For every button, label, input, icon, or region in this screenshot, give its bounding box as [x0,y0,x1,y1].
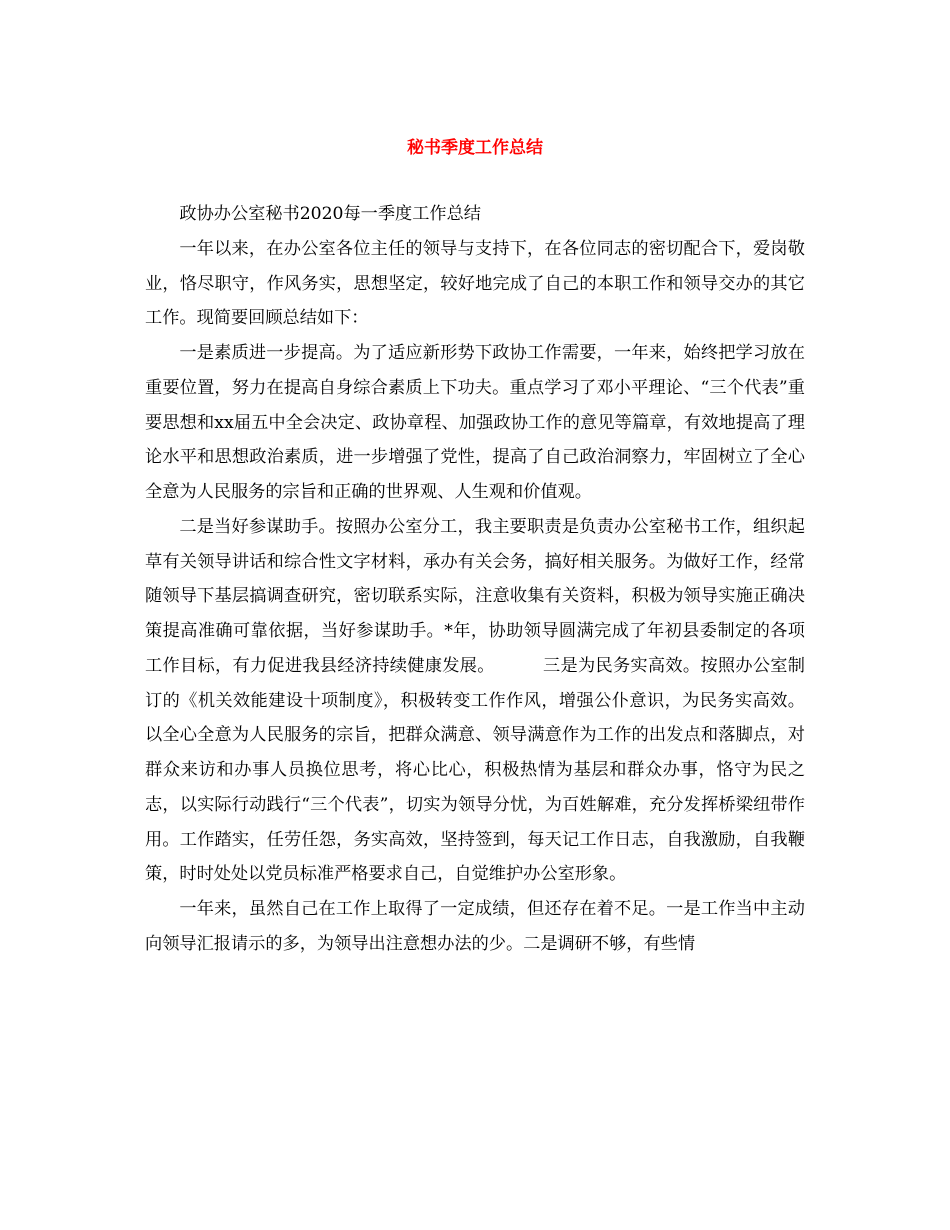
paragraph-service-text: 三是为民务实高效。按照办公室制订的《机关效能建设十项制度》，积极转变工作作风，增强公仆意识，为民务实高效。以全心全意为人民服务的宗旨，把群众满意、领导满意作为工作的出发点和落脚点，对群众来访和办事人员换位思考，将心比心，积极热情为基层和群众办事，恪守为民之志，以实际行动践行“三个代表”，切实为领导分忧，为百姓解难，充分发挥桥梁纽带作用。工作踏实，任劳任怨，务实高效，坚持签到，每天记工作日志，自我激励，自我鞭策，时时处处以党员标准严格要求自己，自觉维护办公室形象。 [145,655,805,885]
paragraph-assistant [145,510,805,892]
document-subtitle: 政协办公室秘书2020每一季度工作总结 [179,204,481,224]
paragraph-shortcomings: 一年来，虽然自己在工作上取得了一定成绩，但还存在着不足。一是工作当中主动向领导汇报请示的多，为领导出注意想办法的少。二是调研不够，有些情 [145,899,805,954]
paragraph-quality: 一是素质进一步提高。为了适应新形势下政协工作需要，一年来，始终把学习放在重要位置，努力在提高自身综合素质上下功夫。重点学习了邓小平理论、“三个代表”重要思想和xx届五中全会决定、政协章程、加强政协工作的意见等篇章，有效地提高了理论水平和思想政治素质，进一步增强了党性，提高了自己政治洞察力，牢固树立了全心全意为人民服务的宗旨和正确的世界观、人生观和价值观。 [145,343,805,502]
paragraph-intro: 一年以来，在办公室各位主任的领导与支持下，在各位同志的密切配合下，爱岗敬业，恪尽职守，作风务实，思想坚定，较好地完成了自己的本职工作和领导交办的其它工作。现简要回顾总结如下： [145,238,805,329]
document-title: 秘书季度工作总结 [407,138,543,158]
document-body [145,197,805,962]
paragraph-assistant-text: 二是当好参谋助手。按照办公室分工，我主要职责是负责办公室秘书工作，组织起草有关领导讲话和综合性文字材料，承办有关会务，搞好相关服务。为做好工作，经常随领导下基层搞调查研究，密切联系实际，注意收集有关资料，积极为领导实施正确决策提高准确可靠依据，当好参谋助手。*年，协助领导圆满完成了年初县委制定的各项工作目标，有力促进我县经济持续健康发展。 [145,516,805,676]
